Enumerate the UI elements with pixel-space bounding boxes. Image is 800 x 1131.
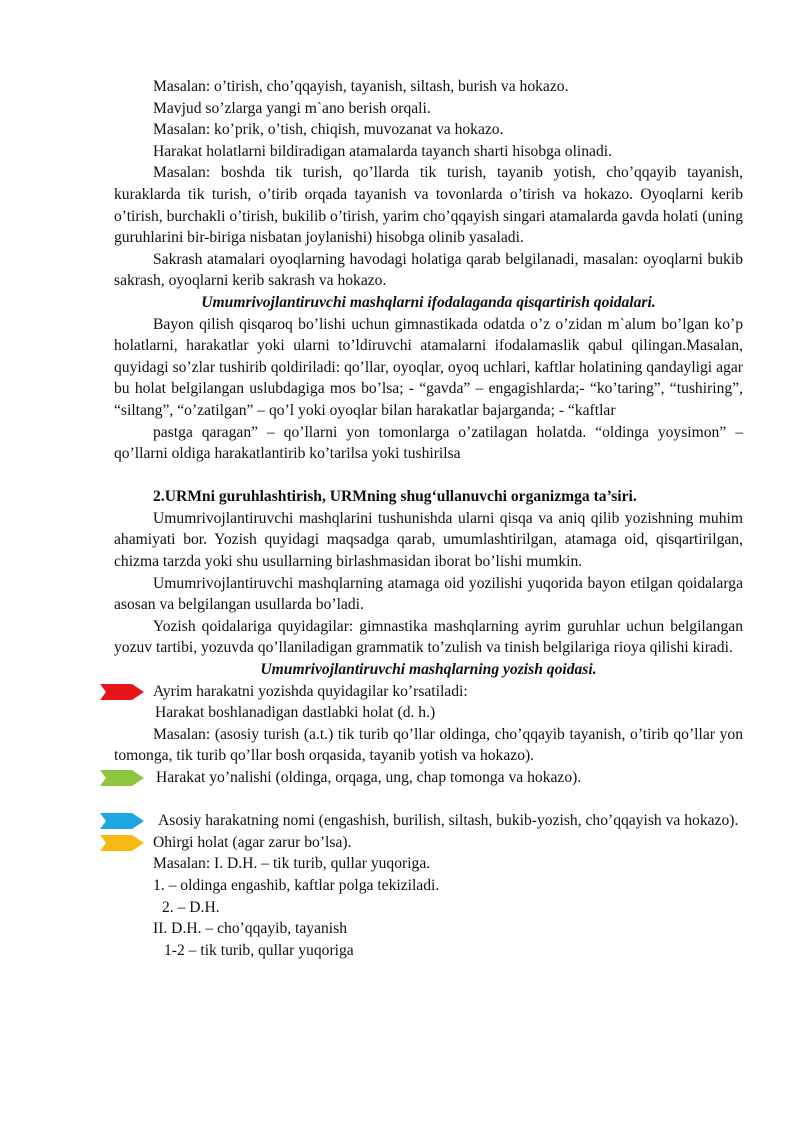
section-heading: 2.URMni guruhlashtirish, URMning shug‘ullanuvchi organizmga ta’siri. bbox=[153, 488, 637, 506]
paragraph: Sakrash atamalari oyoqlarning havodagi holatiga qarab belgilanadi, masalan: oyoqlarni bukib sakrash, oyoqlarni kerib sakrash va hokazo. bbox=[114, 250, 743, 290]
paragraph: Umumrivojlantiruvchi mashqlarning atamaga oid yozilishi yuqorida bayon etilgan qoidalarga asosan va belgilangan usullarda bo’ladi. bbox=[114, 574, 743, 614]
blue-arrow-icon bbox=[100, 813, 144, 829]
green-arrow-icon bbox=[100, 770, 144, 786]
bullet-item bbox=[114, 681, 743, 703]
bullet-item bbox=[114, 810, 743, 832]
paragraph: Harakat holatlarni bildiradigan atamalarda tayanch sharti hisobga olinadi. bbox=[153, 142, 612, 160]
paragraph: pastga qaragan” – qo’llarni yon tomonlarga o’zatilagan holatda. “oldinga yoysimon” – qo’llarni oldiga harakatlantirib ko’tarilsa yoki tushirilsa bbox=[114, 423, 743, 463]
paragraph: Masalan: ko’prik, o’tish, chiqish, muvozanat va hokazo. bbox=[153, 121, 504, 139]
bullet-text: Ayrim harakatni yozishda quyidagilar ko’rsatiladi: bbox=[153, 682, 468, 700]
example-line: 2. – D.H. bbox=[162, 898, 220, 916]
paragraph: Masalan: boshda tik turish, qo’llarda tik turish, tayanib yotish, cho’qqayib tayanish, kuraklarda tik turish, o’tirib orqada tayanish va tovonlarda o’tirish va hokazo. Oyoqlarni kerib o’tirish, burchakli o’tirish, bukilib o’tirish, yarim cho’qqayish singari atamalarda gavda holati (uning guruhlarini bir-biriga nisbatan joylanishi) hisobga olinib yasaladi. bbox=[114, 164, 743, 247]
paragraph: Masalan: o’tirish, cho’qqayish, tayanish, siltash, burish va hokazo. bbox=[153, 78, 569, 95]
bullet-item bbox=[114, 832, 743, 854]
document-page bbox=[114, 76, 743, 961]
example-line: II. D.H. – cho’qqayib, tayanish bbox=[153, 920, 348, 938]
example-line: Masalan: I. D.H. – tik turib, qullar yuqoriga. bbox=[153, 855, 431, 873]
paragraph: Bayon qilish qisqaroq bo’lishi uchun gimnastikada odatda o’z o’zidan m`alum bo’lgan ko’p holatlarni, harakatlar yoki ularni to’ldiruvchi atamalarni ifodalamaslik qabul qilingan.Masalan, quyidagi so’zlar tushirib qoldiriladi: qo’llar, oyoqlar, oyoq uchlari, kaftlar holatining qandayligi agar bu holat belgilangan uslubdagiga mos bo’lsa; - “gavda” – engagishlarda;- “ko’taring”, “tushiring”, “siltang”, “o’zatilgan” – qo’l yoki oyoqlar bilan harakatlar bajarganda; - “kaftlar bbox=[114, 315, 743, 419]
bullet-text: Ohirgi holat (agar zarur bo’lsa). bbox=[153, 833, 352, 851]
example-line: 1-2 – tik turib, qullar yuqoriga bbox=[164, 941, 354, 959]
paragraph: Harakat boshlanadigan dastlabki holat (d. h.) bbox=[155, 704, 436, 722]
bullet-item bbox=[114, 767, 743, 789]
paragraph: Yozish qoidalariga quyidagilar: gimnastika mashqlarning ayrim guruhlar uchun belgilangan yozuv tartibi, yozuvda qo’llaniladigan grammatik to’zulish va tinish belgilariga rioya qilishi kiradi. bbox=[114, 617, 743, 657]
paragraph: Masalan: (asosiy turish (a.t.) tik turib qo’llar oldinga, cho’qqayib tayanish, o’tirib qo’llar yon tomonga, tik turib qo’llar bosh orqasida, tayanib yotish va hokazo). bbox=[114, 725, 743, 765]
example-line: 1. – oldinga engashib, kaftlar polga tekiziladi. bbox=[153, 876, 440, 894]
section-heading: Umumrivojlantiruvchi mashqlarni ifodalaganda qisqartirish qoidalari. bbox=[201, 293, 656, 311]
bullet-text: Asosiy harakatning nomi (engashish, burilish, siltash, bukib-yozish, cho’qqayish va hokazo). bbox=[158, 812, 739, 830]
yellow-arrow-icon bbox=[100, 835, 144, 851]
paragraph: Mavjud so’zlarga yangi m`ano berish orqali. bbox=[153, 99, 431, 117]
paragraph: Umumrivojlantiruvchi mashqlarini tushunishda ularni qisqa va aniq qilib yozishning muhim ahamiyati bor. Yozish quyidagi maqsadga qarab, umumlashtirilgan, atamaga oid, qisqartirilgan, chizma tarzda yoki shu usullarning birlashmasidan iborat bo’lishi mumkin. bbox=[114, 509, 743, 571]
section-heading: Umumrivojlantiruvchi mashqlarning yozish qoidasi. bbox=[260, 661, 597, 679]
red-arrow-icon bbox=[100, 684, 144, 700]
bullet-text: Harakat yo’nalishi (oldinga, orqaga, ung, chap tomonga va hokazo). bbox=[156, 769, 582, 786]
